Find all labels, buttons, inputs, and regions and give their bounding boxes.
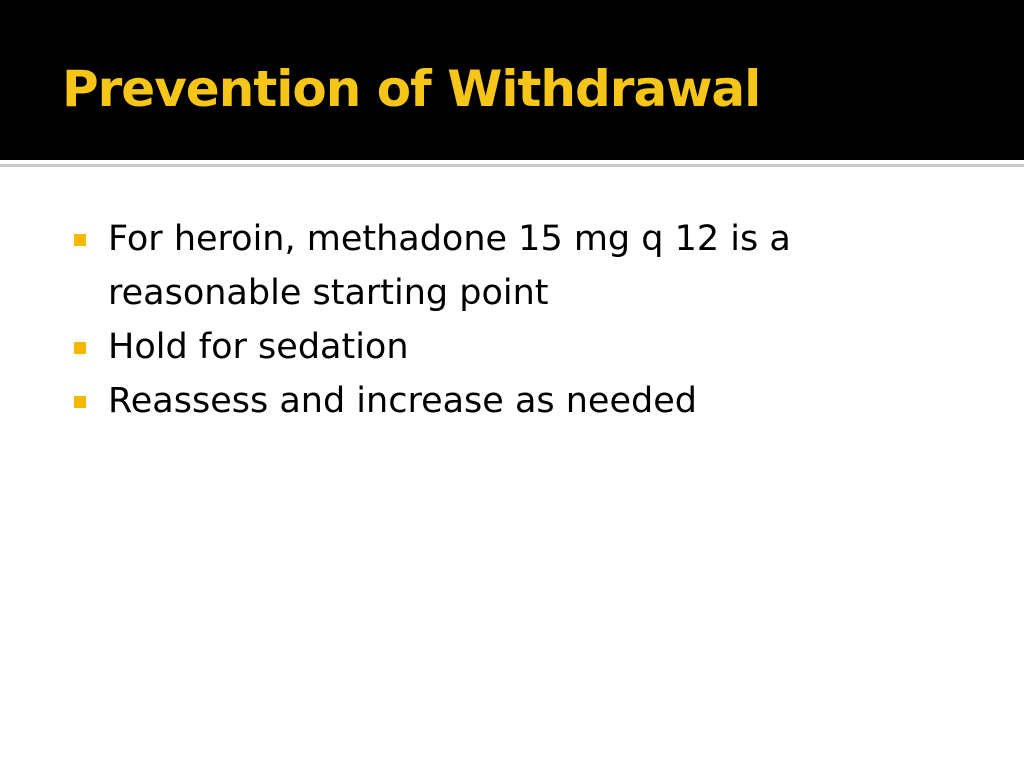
bullet-text: Hold for sedation	[108, 327, 409, 367]
bullet-item	[74, 320, 974, 374]
bullet-text: Reassess and increase as needed	[108, 381, 697, 421]
bullet-text: For heroin, methadone 15 mg q 12 is a reasonable starting point	[108, 219, 791, 313]
square-bullet-icon	[74, 396, 86, 408]
slide-title: Prevention of Withdrawal	[62, 60, 761, 118]
title-divider	[0, 164, 1024, 167]
title-bar	[0, 0, 1024, 160]
square-bullet-icon	[74, 234, 86, 246]
bullet-item	[74, 212, 974, 320]
square-bullet-icon	[74, 342, 86, 354]
bullet-item	[74, 374, 974, 428]
bullet-list	[74, 212, 974, 428]
